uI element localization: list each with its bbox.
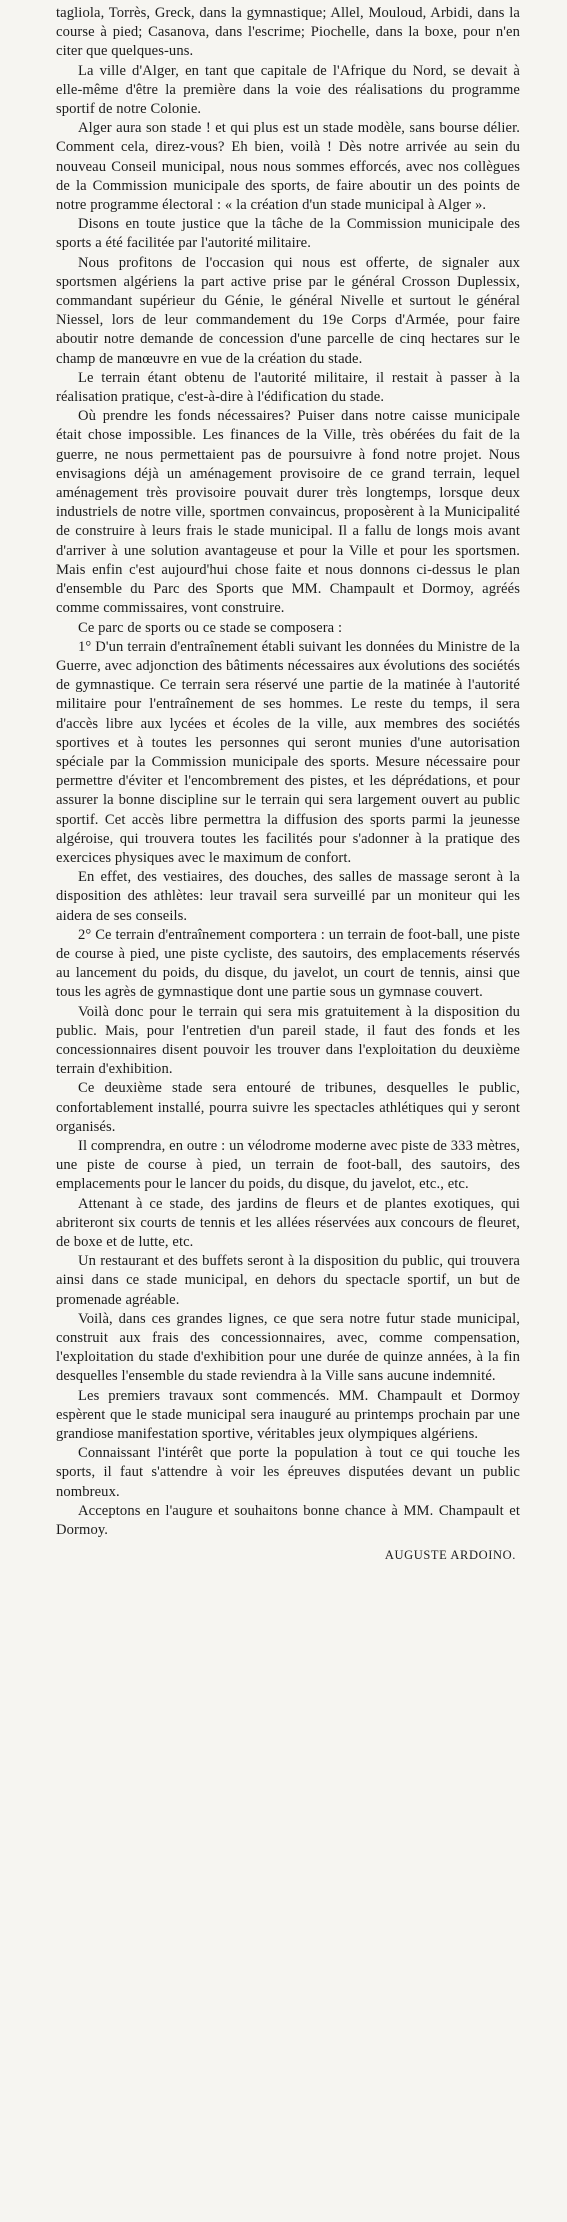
paragraph-20: Acceptons en l'augure et souhaitons bonne chance à MM. Champault et Dormoy. xyxy=(56,1502,520,1539)
article-column xyxy=(56,0,520,1565)
paragraph-4: Disons en toute justice que la tâche de la Commission municipale des sports a été facilitée par l'autorité militaire. xyxy=(56,216,520,252)
paragraph-7: Où prendre les fonds nécessaires? Puiser dans notre caisse municipale était chose impossible. Les finances de la Ville, très obérées du fait de la guerre, ne nous permettaient pas de poursuivre à fond notre projet. Nous envisagions déjà un aménagement provisoire de ce grand terrain, lequel aménagement très provisoire pouvait durer très longtemps, lorsque deux industriels de notre ville, sportmen convaincus, proposèrent à la Municipalité de construire à leurs frais le stade municipal. Il a fallu de longs mois avant d'arriver à une solution avantageuse et pour la Ville et pour les sportsmen. Mais enfin c'est aujourd'hui chose faite et nous donnons ci-dessus le plan d'ensemble du Parc des Sports que MM. Champault et Dormoy, agréés comme commissaires, vont construire. xyxy=(56,408,520,617)
paragraph-5: Nous profitons de l'occasion qui nous est offerte, de signaler aux sportsmen algériens la part active prise par le général Crosson Duplessix, commandant supérieur du Génie, le général Nivelle et surtout le général Niessel, lors de leur commandement du 19e Corps d'Armée, pour faire aboutir notre demande de concession d'une parcelle de cinq hectares sur le champ de manœuvre en vue de la création du stade. xyxy=(56,254,520,367)
paragraph-10: En effet, des vestiaires, des douches, des salles de massage seront à la disposition des athlètes: leur travail sera surveillé par un moniteur qui les aidera de ses conseils. xyxy=(56,869,520,924)
paragraph-6: Le terrain étant obtenu de l'autorité militaire, il restait à passer à la réalisation pratique, c'est-à-dire à l'édification du stade. xyxy=(56,369,520,406)
paragraph-9: 1° D'un terrain d'entraînement établi suivant les données du Ministre de la Guerre, avec adjonction des bâtiments nécessaires aux évolutions des sociétés de gymnastique. Ce terrain sera réservé une partie de la matinée à l'autorité militaire pour l'entraînement de ses hommes. Le reste du temps, il sera d'accès libre aux lycées et écoles de la ville, aux membres des sociétés sportives et à toutes les personnes qui seront munies d'une autorisation spéciale par la Commission municipale des sports. Mesure nécessaire pour permettre d'éviter et l'encombrement des pistes, et les déprédations, et pour assurer la bonne discipline sur le terrain qui sera largement ouvert au public sportif. Cet accès libre permettra la diffusion des sports parmi la jeunesse algéroise, qui trouvera toutes les facilités pour s'adonner à la pratique des exercices physiques avec le maximum de confort. xyxy=(56,638,520,866)
paragraph-17: Voilà, dans ces grandes lignes, ce que sera notre futur stade municipal, construit aux frais des concessionnaires, avec, comme compensation, l'exploitation du stade d'exhibition pour une durée de quinze années, à la fin desquelles l'ensemble du stade reviendra à la Ville sans aucune indemnité. xyxy=(56,1310,520,1385)
paragraph-3: Alger aura son stade ! et qui plus est un stade modèle, sans bourse délier. Comment cela, direz-vous? Eh bien, voilà ! Dès notre arrivée au sein du nouveau Conseil municipal, nous nous sommes efforcés, avec nos collègues de la Commission municipale des sports, de faire aboutir un des points de notre programme électoral : « la création d'un stade municipal à Alger ». xyxy=(56,120,520,214)
paragraph-8: Ce parc de sports ou ce stade se composera : xyxy=(78,619,343,636)
paragraph-2: La ville d'Alger, en tant que capitale de l'Afrique du Nord, se devait à elle-même d'être la première dans la voie des réalisations du programme sportif de notre Colonie. xyxy=(56,62,520,118)
paragraph-15: Attenant à ce stade, des jardins de fleurs et de plantes exotiques, qui abriteront six courts de tennis et les allées réservées aux concours de fleuret, de boxe et de lutte, etc. xyxy=(56,1195,520,1250)
paragraph-19: Connaissant l'intérêt que porte la population à tout ce qui touche les sports, il faut s'attendre à voir les épreuves disputées devant un public nombreux. xyxy=(56,1445,520,1500)
paragraph-1: tagliola, Torrès, Greck, dans la gymnastique; Allel, Mouloud, Arbidi, dans la course à pied; Casanova, dans l'escrime; Piochelle, dans la boxe, pour n'en citer que quelques-uns. xyxy=(56,5,520,60)
paragraph-12: Voilà donc pour le terrain qui sera mis gratuitement à la disposition du public. Mais, pour l'entretien d'un pareil stade, il faut des fonds et les concessionnaires disent pouvoir les trouver dans l'exploitation du deuxième terrain d'exhibition. xyxy=(56,1003,520,1078)
paragraph-11: 2° Ce terrain d'entraînement comportera : un terrain de foot-ball, une piste de course à pied, une piste cycliste, des sautoirs, des emplacements réservés au lancement du poids, du disque, du javelot, un court de tennis, ainsi que tous les agrès de gymnastique dont une partie sous un gymnase couvert. xyxy=(56,926,520,1001)
paragraph-18: Les premiers travaux sont commencés. MM. Champault et Dormoy espèrent que le stade municipal sera inauguré au printemps prochain par une grandiose manifestation sportive, véritables jeux olympiques algériens. xyxy=(56,1387,520,1443)
author-signature: AUGUSTE ARDOINO. xyxy=(384,1548,516,1563)
paragraph-13: Ce deuxième stade sera entouré de tribunes, desquelles le public, confortablement installé, pourra suivre les spectacles athlétiques qui y seront organisés. xyxy=(56,1080,520,1135)
paragraph-16: Un restaurant et des buffets seront à la disposition du public, qui trouvera ainsi dans ce stade municipal, en dehors du spectacle sportif, un but de promenade agréable. xyxy=(56,1253,520,1308)
paragraph-14: Il comprendra, en outre : un vélodrome moderne avec piste de 333 mètres, une piste de course à pied, un terrain de foot-ball, des sautoirs, des emplacements pour le lancer du poids, du disque, du javelot, etc., etc. xyxy=(56,1137,520,1193)
